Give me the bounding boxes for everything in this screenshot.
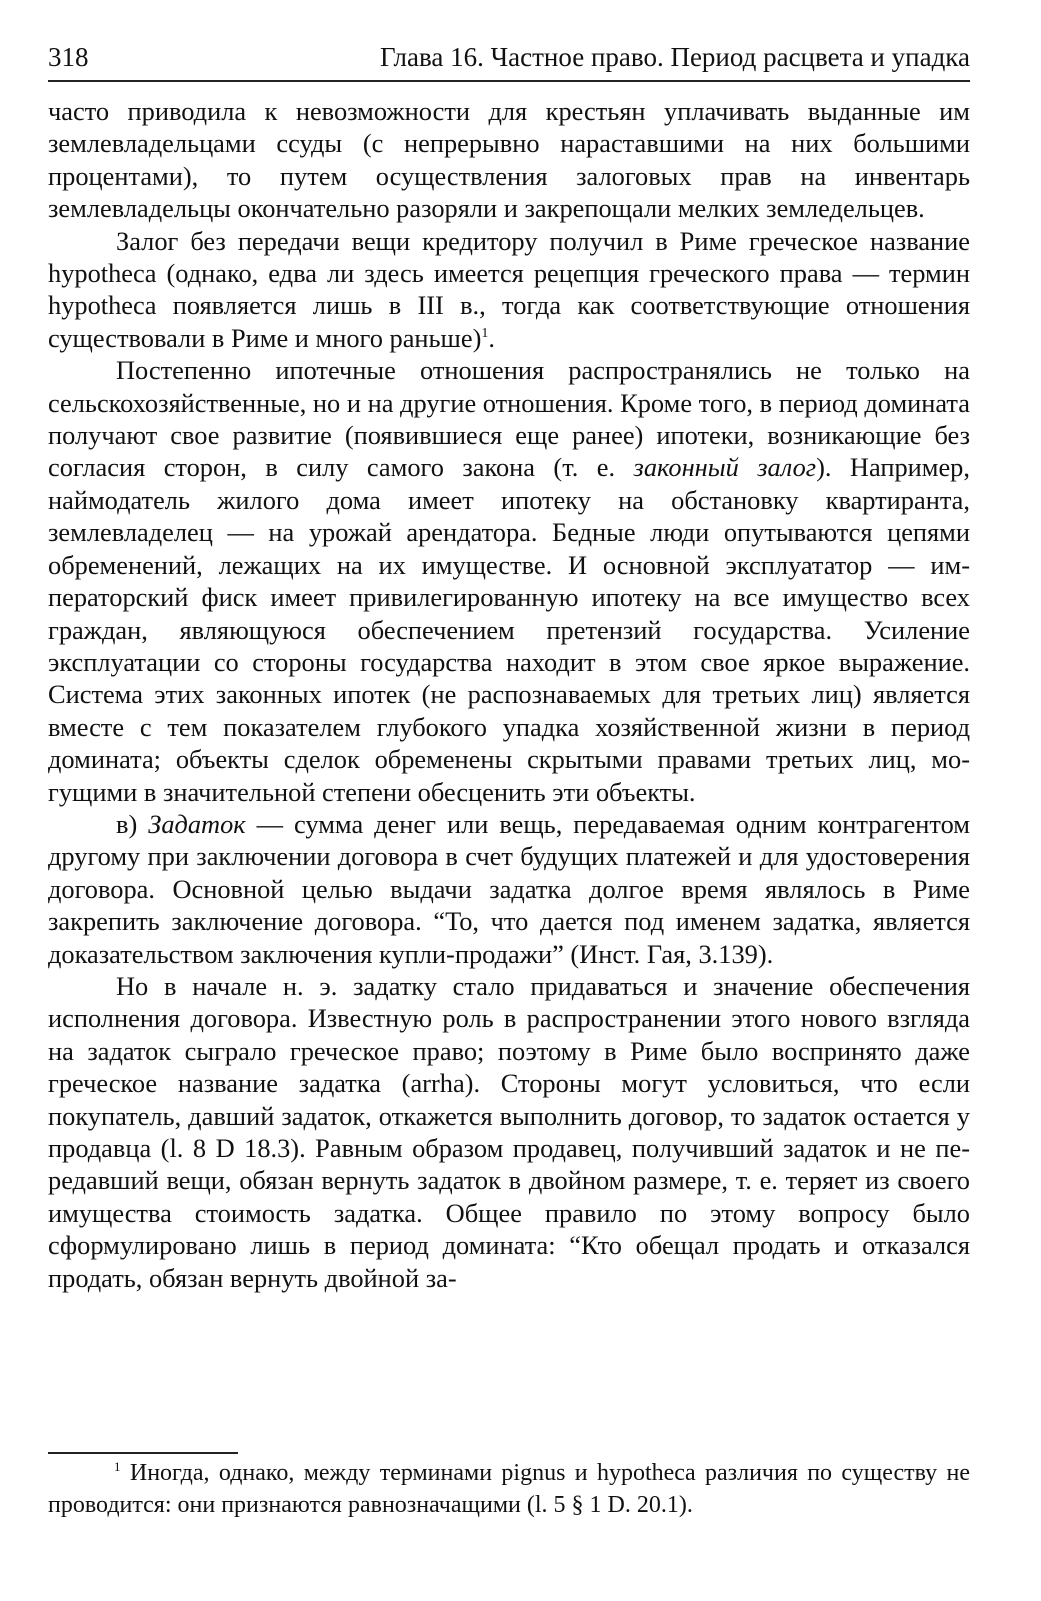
footnote-divider xyxy=(48,1452,238,1454)
paragraph-hypotheca-end: . xyxy=(488,322,495,353)
page-number: 318 xyxy=(48,42,89,72)
italic-term-legal-pledge: законный залог xyxy=(633,452,817,483)
italic-term-deposit: Задаток xyxy=(148,808,246,839)
footnote-reference: 1 xyxy=(481,326,489,342)
paragraph-hypotheca-text: Залог без передачи вещи кредитору получил в Риме греческое название hypotheca (однако, едва ли здесь имеется рецепция греческого права — термин hypotheca появляется лишь в III в., тогда как соответствующие отношения существовали в Риме и много раньше) xyxy=(48,225,970,353)
chapter-title: Глава 16. Частное право. Период расцвета и упадка xyxy=(379,42,970,72)
footnote-text: Иногда, однако, между терминами pignus и hypotheca различия по существу не проводится: они признаются равнозначащими (l. 5 § 1 D. 20.1). xyxy=(48,1460,970,1518)
paragraph-mortgage-relations xyxy=(48,354,970,808)
paragraph-hypotheca xyxy=(48,225,970,355)
footnote xyxy=(48,1457,970,1521)
paragraph-deposit-marker: в) xyxy=(116,808,149,839)
paragraph-mortgage-text-b: ). Например, наймодатель жилого дома имеет ипотеку на обстановку квартиранта, землевладелец — на урожай арендатора. Бедные люди опутываются цепями обременений, лежащих на их имуществе. И основной эксплуататор — императорский фиск имеет привилегированную ипотеку на все имущество всех граждан, являющуюся обеспечением претензий государства. Усиление эксплуатации со стороны государства находит в этом свое яркое выражение. Система этих законных ипотек (не распознаваемых для третьих лиц) является вместе с тем показателем глубокого упадка хозяйственной жизни в период домината; объекты сделок обременены скрытыми правами третьих лиц, могущими в значительной степени обесценить эти объекты. xyxy=(48,452,970,807)
paragraph-continuation: часто приводила к невозможности для крестьян уплачивать выданные им землевладельцами ссуды (с непрерывно нараставшими на них большими процентами), то путем осуществления залоговых прав на инвентарь землевладельцы окончательно разоряли и закрепощали мелких земледельцев. xyxy=(48,96,970,224)
paragraph-deposit xyxy=(48,808,970,970)
body-text xyxy=(48,95,970,1294)
paragraph-deposit-text: — сумма денег или вещь, передаваемая одним контрагентом другому при заключении договора в счет будущих платежей и для удостоверения договора. Основной целью выдачи задатка долгое время являлось в Риме закрепить заключение договора. “То, что дается под именем задатка, является доказательством заключения купли-продажи” (Инст. Гая, 3.139). xyxy=(48,808,970,969)
paragraph-arrha: Но в начале н. э. задатку стало придаваться и значение обеспечения исполнения договора. Известную роль в распространении этого нового взгляда на задаток сыграло греческое право; поэтому в Риме было воспринято даже греческое название задатка (arrha). Стороны могут условиться, что если покупатель, давший задаток, откажется выполнить договор, то задаток остается у продавца (l. 8 D 18.3). Равным образом продавец, получивший задаток и не передавший вещи, обязан вернуть задаток в двойном размере, т. е. теряет из своего имущества стоимость задатка. Общее правило по этому вопросу было сформулировано лишь в период домината: “Кто обещал продать и отказался продать, обязан вернуть двойной за- xyxy=(48,970,970,1293)
running-head xyxy=(48,42,970,82)
footnote-number: 1 xyxy=(114,1459,121,1474)
paragraph-mortgage-text-a: Постепенно ипотечные отношения распространялись не только на сельскохозяйственные, но и на другие отношения. Кроме того, в период домината получают свое развитие (появившиеся еще ранее) ипотеки, возникающие без согласия сторон, в силу самого закона (т. е. xyxy=(48,355,970,483)
